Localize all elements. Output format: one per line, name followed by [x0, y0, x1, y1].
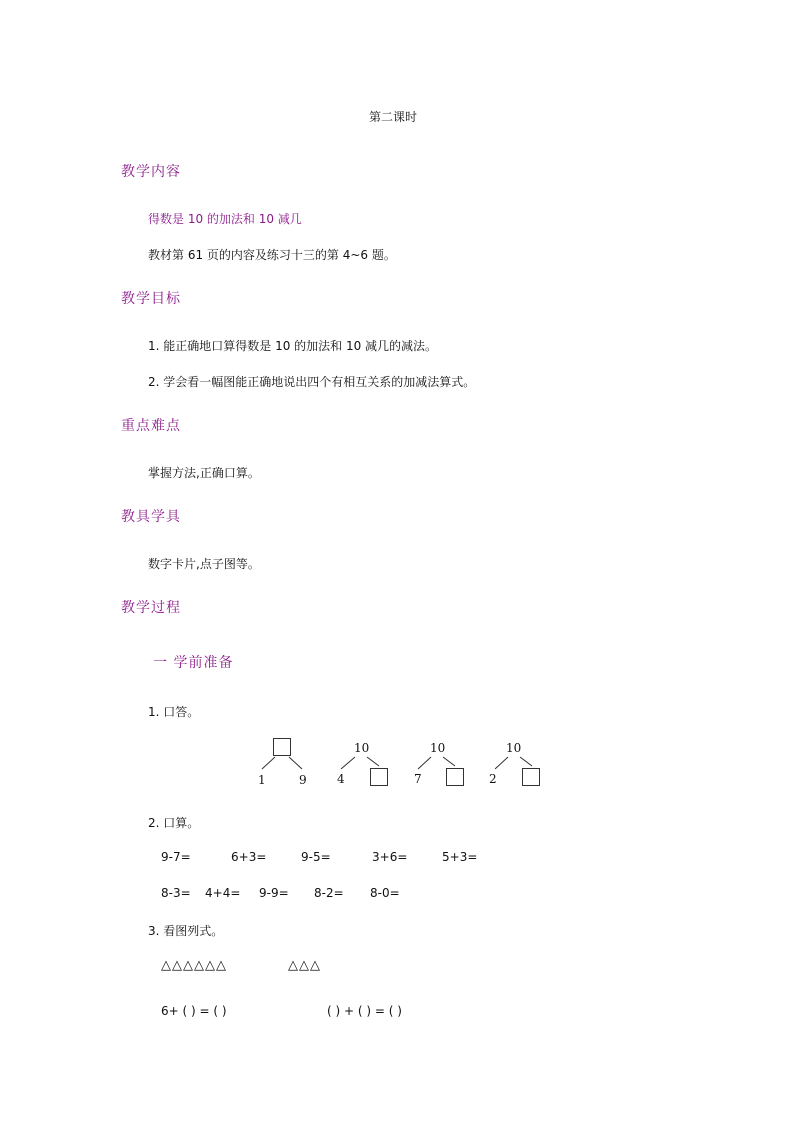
goal-item-1: 1. 能正确地口算得数是 10 的加法和 10 减几的减法。 — [148, 339, 438, 353]
heading-goals: 教学目标 — [121, 291, 181, 307]
question-1: 1. 口答。 — [148, 705, 200, 719]
triangle-group-2: △△△ — [288, 958, 321, 973]
calc-item: 5+3= — [442, 850, 478, 864]
diagram-3-top: 10 — [430, 741, 446, 755]
diagram-3-left: 7 — [414, 772, 422, 786]
answer-box — [522, 768, 540, 786]
calc-item: 8-2= — [314, 886, 344, 900]
heading-process: 教学过程 — [121, 600, 181, 616]
question-2: 2. 口算。 — [148, 816, 200, 830]
content-text: 教材第 61 页的内容及练习十三的第 4~6 题。 — [148, 248, 396, 262]
diagram-4-left: 2 — [489, 772, 497, 786]
answer-box — [370, 768, 388, 786]
equation-1: 6+ ( ) = ( ) — [161, 1004, 227, 1018]
heading-key: 重点难点 — [121, 418, 181, 434]
process-part-1: 一 学前准备 — [153, 655, 234, 671]
goal-item-2: 2. 学会看一幅图能正确地说出四个有相互关系的加减法算式。 — [148, 375, 476, 389]
calc-item: 9-7= — [161, 850, 191, 864]
content-topic: 得数是 10 的加法和 10 减几 — [148, 212, 302, 226]
page-title: 第二课时 — [369, 110, 418, 124]
answer-box — [446, 768, 464, 786]
diagram-1-right: 9 — [299, 773, 307, 787]
diagram-4-top: 10 — [506, 741, 522, 755]
question-3: 3. 看图列式。 — [148, 924, 224, 938]
heading-tools: 教具学具 — [121, 509, 181, 525]
key-text: 掌握方法,正确口算。 — [148, 466, 260, 480]
diagram-2-top: 10 — [354, 741, 370, 755]
calc-item: 6+3= — [231, 850, 267, 864]
triangle-group-1: △△△△△△ — [161, 958, 227, 973]
calc-item: 4+4= — [205, 886, 241, 900]
calc-item: 3+6= — [372, 850, 408, 864]
diagram-2-left: 4 — [337, 772, 345, 786]
equation-2: ( ) + ( ) = ( ) — [327, 1004, 402, 1018]
calc-item: 9-5= — [301, 850, 331, 864]
answer-box — [273, 738, 291, 756]
calc-item: 8-0= — [370, 886, 400, 900]
calc-item: 9-9= — [259, 886, 289, 900]
diagram-1-left: 1 — [258, 773, 266, 787]
heading-content: 教学内容 — [121, 164, 181, 180]
tools-text: 数字卡片,点子图等。 — [148, 557, 260, 571]
calc-item: 8-3= — [161, 886, 191, 900]
